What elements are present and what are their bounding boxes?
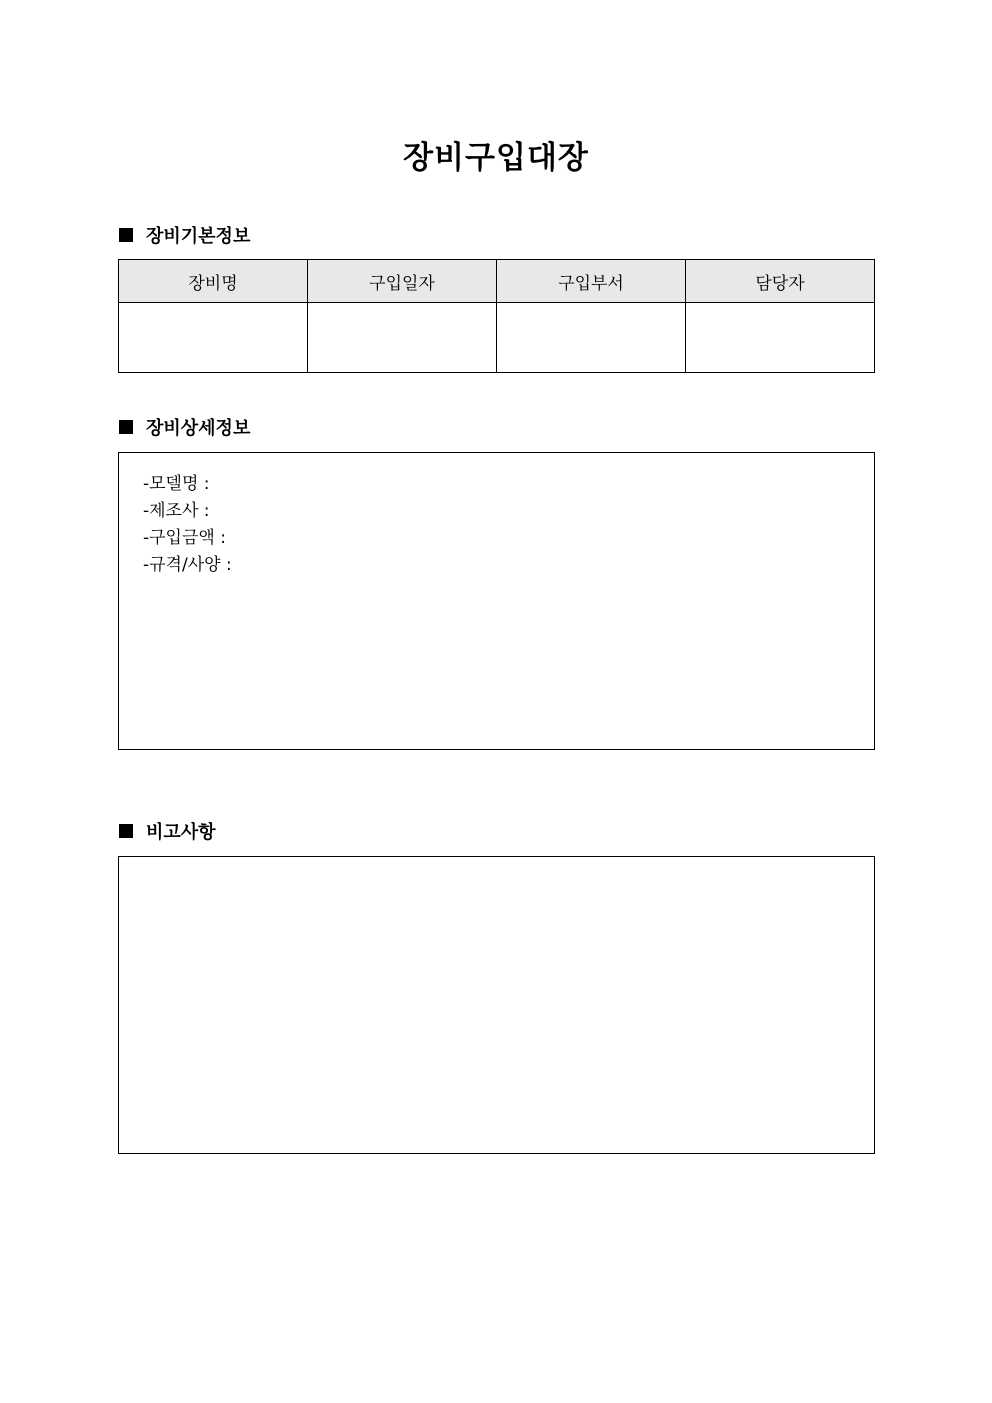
section-heading-detail-info — [119, 415, 250, 439]
table-header-row — [119, 260, 875, 303]
section-heading-label: 비고사항 — [146, 822, 216, 843]
section-heading-label: 장비기본정보 — [146, 226, 251, 247]
cell-equipment-name[interactable] — [119, 303, 308, 373]
field-specification: -규격/사양 : — [143, 555, 232, 575]
cell-purchase-department[interactable] — [497, 303, 686, 373]
table-row — [119, 303, 875, 373]
square-bullet-icon — [119, 420, 133, 434]
section-heading-basic-info — [119, 223, 250, 247]
basic-info-table — [118, 259, 875, 373]
column-header-equipment-name: 장비명 — [119, 260, 308, 303]
page-title: 장비구입대장 — [403, 140, 589, 176]
detail-info-box[interactable] — [118, 452, 875, 750]
column-header-purchase-department: 구입부서 — [497, 260, 686, 303]
detail-field-list — [143, 471, 232, 579]
field-model-name: -모델명 : — [143, 474, 210, 494]
section-heading-label: 장비상세정보 — [146, 418, 251, 439]
cell-purchase-date[interactable] — [308, 303, 497, 373]
cell-manager[interactable] — [686, 303, 875, 373]
remarks-box[interactable] — [118, 856, 875, 1154]
column-header-purchase-date: 구입일자 — [308, 260, 497, 303]
square-bullet-icon — [119, 824, 133, 838]
column-header-manager: 담당자 — [686, 260, 875, 303]
field-purchase-amount: -구입금액 : — [143, 528, 226, 548]
square-bullet-icon — [119, 228, 133, 242]
field-manufacturer: -제조사 : — [143, 501, 210, 521]
section-heading-remarks — [119, 819, 216, 843]
